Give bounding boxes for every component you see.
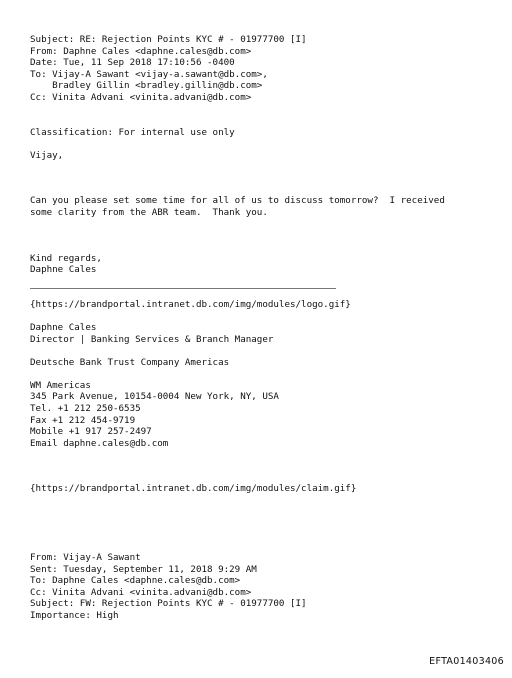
- message-body: [30, 195, 500, 218]
- spacer: [30, 529, 500, 552]
- closing-name: Daphne Cales: [30, 264, 97, 276]
- cc-line: Cc: Vinita Advani <vinita.advani@db.com>: [30, 91, 252, 103]
- signature-block: [30, 299, 500, 495]
- subject-line: Subject: RE: Rejection Points KYC # - 01977700 [I]: [30, 34, 307, 45]
- email-document: [30, 34, 500, 622]
- message-line: Can you please set some time for all of us to discuss tomorrow? I received: [30, 195, 445, 207]
- signature-division: WM Americas: [30, 379, 91, 391]
- logo-image-placeholder: {https://brandportal.intranet.db.com/img/modules/logo.gif}: [30, 298, 351, 310]
- signature-divider: [30, 288, 336, 289]
- message-line: some clarity from the ABR team. Thank you.: [30, 206, 268, 218]
- signature-title: Director | Banking Services & Branch Manager: [30, 333, 274, 345]
- email-header: [30, 34, 500, 104]
- claim-image-placeholder: {https://brandportal.intranet.db.com/img/modules/claim.gif}: [30, 483, 357, 495]
- spacer: [30, 310, 500, 322]
- spacer: [30, 495, 500, 529]
- closing-line: Kind regards,: [30, 252, 102, 264]
- spacer: [30, 138, 500, 150]
- spacer: [30, 104, 500, 127]
- signature-company: Deutsche Bank Trust Company Americas: [30, 356, 230, 368]
- to-line-continued: Bradley Gillin <bradley.gillin@db.com>: [30, 80, 263, 92]
- spacer: [30, 449, 500, 483]
- classification-label: Classification: For internal use only: [30, 126, 235, 138]
- spacer: [30, 219, 500, 253]
- signature-email: Email daphne.cales@db.com: [30, 437, 169, 449]
- forwarded-cc-line: Cc: Vinita Advani <vinita.advani@db.com>: [30, 586, 252, 598]
- from-line: From: Daphne Cales <daphne.cales@db.com>: [30, 45, 252, 57]
- signature-tel: Tel. +1 212 250-6535: [30, 403, 141, 415]
- forwarded-to-line: To: Daphne Cales <daphne.cales@db.com>: [30, 575, 241, 587]
- to-line: To: Vijay-A Sawant <vijay-a.sawant@db.com>,: [30, 68, 268, 80]
- forwarded-subject-line: Subject: FW: Rejection Points KYC # - 01977700 [I]: [30, 598, 307, 610]
- document-id: EFTA01403406: [429, 656, 504, 668]
- signature-mobile: Mobile +1 917 257-2497: [30, 426, 152, 438]
- date-line: Date: Tue, 11 Sep 2018 17:10:56 -0400: [30, 57, 235, 69]
- forwarded-from-line: From: Vijay-A Sawant: [30, 552, 141, 564]
- forwarded-header: [30, 552, 500, 622]
- forwarded-sent-line: Sent: Tuesday, September 11, 2018 9:29 AM: [30, 563, 257, 575]
- signature-name: Daphne Cales: [30, 321, 97, 333]
- spacer: [30, 368, 500, 380]
- forwarded-importance-line: Importance: High: [30, 610, 119, 621]
- spacer: [30, 345, 500, 357]
- greeting: Vijay,: [30, 149, 64, 161]
- spacer: [30, 161, 500, 195]
- signature-address: 345 Park Avenue, 10154-0004 New York, NY, USA: [30, 391, 279, 403]
- signature-fax: Fax +1 212 454-9719: [30, 414, 136, 426]
